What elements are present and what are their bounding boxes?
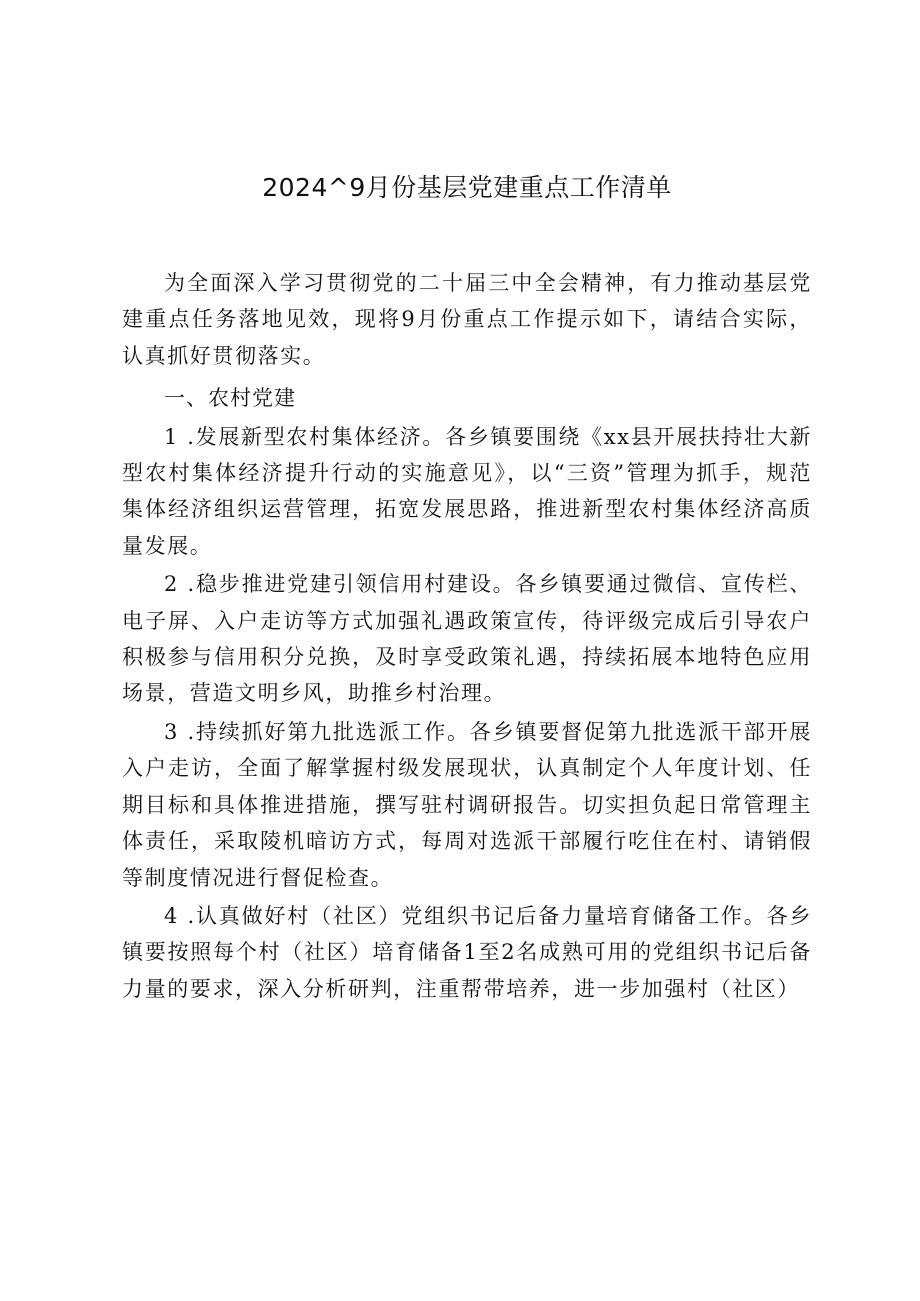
intro-paragraph: 为全面深入学习贯彻党的二十届三中全会精神，有力推动基层党建重点任务落地见效，现将9月份重点工作提示如下，请结合实际，认真抓好贯彻落实。 xyxy=(122,271,812,368)
list-item: 1 .发展新型农村集体经济。各乡镇要围绕《xx县开展扶持壮大新型农村集体经济提升行动的实施意见》，以“三资”管理为抓手，规范集体经济组织运营管理，拓宽发展思路，推进新型农村集体经济高质量发展。 xyxy=(122,424,812,558)
section-heading: 一、农村党建 xyxy=(164,386,296,411)
list-item: 2 .稳步推进党建引领信用村建设。各乡镇要通过微信、宣传栏、电子屏、入户走访等方式加强礼遇政策宣传，待评级完成后引导农户积极参与信用积分兑换，及时享受政策礼遇，持续拓展本地特色应用场景，营造文明乡风，助推乡村治理。 xyxy=(122,572,812,706)
list-item: 3 .持续抓好第九批选派工作。各乡镇要督促第九批选派干部开展入户走访，全面了解掌握村级发展现状，认真制定个人年度计划、任期目标和具体推进措施，撰写驻村调研报告。切实担负起日常管理主体责任，采取陵机暗访方式，每周对选派干部履行吃住在村、请销假等制度情况进行督促检查。 xyxy=(122,719,812,890)
document-title: 2024^9月份基层党建重点工作清单 xyxy=(262,173,672,202)
list-item: 4 .认真做好村（社区）党组织书记后备力量培育储备工作。各乡镇要按照每个村（社区）培育储备1至2名成熟可用的党组织书记后备力量的要求，深入分析研判，注重帮带培养，进一步加强村（社区） xyxy=(122,903,812,1001)
document-body xyxy=(122,265,812,1007)
